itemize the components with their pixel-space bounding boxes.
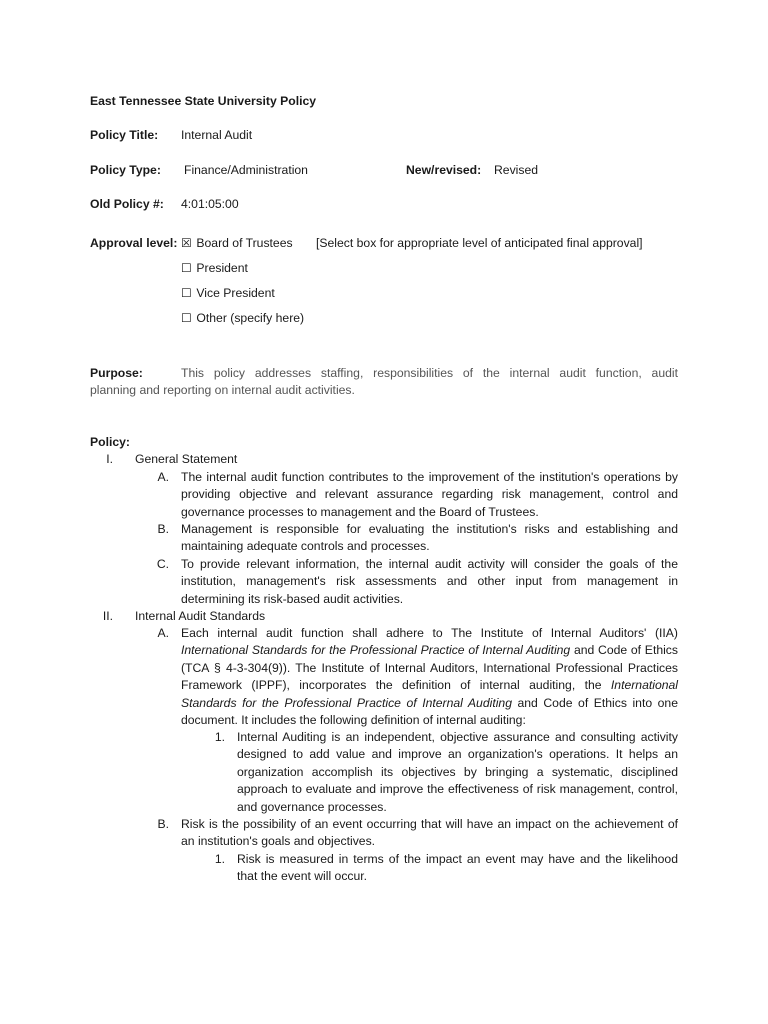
section-title: General Statement: [135, 452, 238, 466]
checkbox-icon[interactable]: ☐: [181, 286, 192, 300]
text-run: Each internal audit function shall adhere to The Institute of Internal Auditors' (IIA): [181, 626, 678, 640]
approval-level-label: Approval level:: [90, 236, 178, 250]
item-marker: 1.: [214, 730, 225, 744]
checkbox-icon[interactable]: ☐: [181, 261, 192, 275]
checkbox-icon[interactable]: ☐: [181, 311, 192, 325]
purpose-text-line1: This policy addresses staffing, responsibilities of the internal audit function, audit: [181, 366, 678, 380]
section-title: Internal Audit Standards: [135, 609, 266, 623]
new-revised-label: New/revised:: [406, 163, 482, 177]
approval-option-label: Other (specify here): [196, 311, 305, 325]
purpose-text-line2: planning and reporting on internal audit activities.: [90, 383, 355, 397]
definition-paragraph: Internal Auditing is an independent, objective assurance and consulting activity designed to add value and improve an organization's operations. It helps an organization accomplish its objectives by bringing a systematic, disciplined approach to evaluate and improve the effectiveness of risk management, control, and governance processes.: [237, 730, 678, 814]
item-marker: A.: [157, 626, 169, 640]
paragraph: Management is responsible for evaluating the institution's risks and establishing and maintaining adequate controls and processes.: [181, 522, 678, 554]
policy-label: Policy:: [90, 435, 130, 449]
old-policy-label: Old Policy #:: [90, 197, 164, 211]
approval-option-label: Board of Trustees: [196, 236, 293, 250]
text-run: and Code of Ethics (TCA § 4-3-304(9)). The Institute of Internal Auditors, International Professional Practices Framework (IPPF), incorporates the definition of internal auditing, the: [181, 643, 678, 693]
paragraph: Risk is the possibility of an event occurring that will have an impact on the achievement of an institution's goals and objectives.: [181, 817, 678, 849]
approval-option-label: President: [196, 261, 248, 275]
policy-title-value: Internal Audit: [181, 128, 253, 142]
policy-type-label: Policy Type:: [90, 163, 161, 177]
policy-type-value: Finance/Administration: [184, 163, 308, 177]
item-marker: B.: [157, 817, 169, 831]
approval-option-vice-president[interactable]: [181, 285, 275, 302]
paragraph: To provide relevant information, the internal audit activity will consider the goals of the institution, management's risk assessments and other input from management in determining its risk-based audit activities.: [181, 557, 678, 606]
policy-title-label: Policy Title:: [90, 128, 159, 142]
approval-instructions: [Select box for appropriate level of anticipated final approval]: [316, 236, 643, 250]
paragraph: [181, 625, 678, 729]
approval-option-label: Vice President: [196, 286, 275, 300]
approval-option-president[interactable]: [181, 260, 248, 277]
item-marker: C.: [156, 557, 169, 571]
item-marker: B.: [157, 522, 169, 536]
document-title: East Tennessee State University Policy: [90, 94, 317, 108]
text-run: and Code of Ethics into one document. It includes the following definition of internal auditing:: [181, 695, 678, 728]
paragraph: The internal audit function contributes to the improvement of the institution's operations by providing objective and relevant assurance regarding risk management, control and governance processes to management and the Board of Trustees.: [181, 470, 678, 519]
purpose-label: Purpose:: [90, 366, 143, 380]
paragraph: Risk is measured in terms of the impact an event may have and the likelihood that the event will occur.: [237, 852, 678, 884]
approval-option-board[interactable]: [181, 235, 293, 252]
new-revised-value: Revised: [494, 163, 539, 177]
approval-option-other[interactable]: [181, 310, 304, 327]
old-policy-value: 4:01:05:00: [181, 197, 239, 211]
standards-title: International Standards for the Professional Practice of Internal Auditing: [181, 643, 571, 658]
section-number: II.: [102, 609, 113, 623]
item-marker: 1.: [214, 852, 225, 866]
section-number: I.: [106, 452, 113, 466]
item-marker: A.: [157, 470, 169, 484]
checked-box-icon[interactable]: ☒: [181, 236, 192, 250]
standards-title: International Standards for the Professional Practice of Internal Auditing: [181, 678, 678, 710]
